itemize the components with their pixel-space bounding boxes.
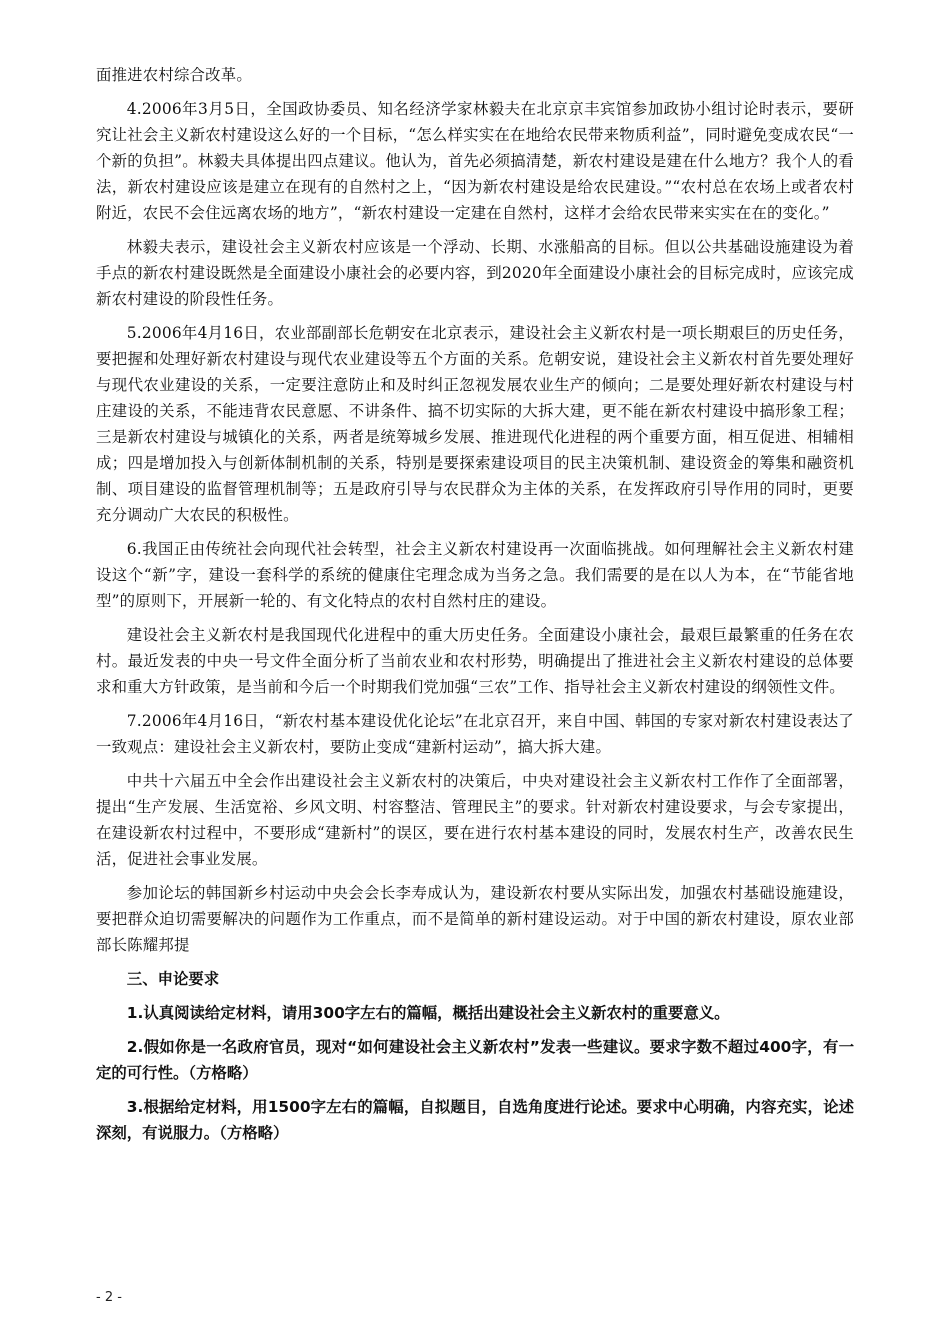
page-number: - 2 - — [96, 1290, 122, 1305]
paragraph-lin-yifu: 林毅夫表示，建设社会主义新农村应该是一个浮动、长期、水涨船高的目标。但以公共基础设施建设为着手点的新农村建设既然是全面建设小康社会的必要内容，到2020年全面建设小康社会的目标完成时，应该完成新农村建设的阶段性任务。 — [96, 238, 854, 308]
paragraph-korean-forum: 参加论坛的韩国新乡村运动中央会会长李寿成认为，建设新农村要从实际出发，加强农村基础设施建设，要把群众迫切需要解决的问题作为工作重点，而不是简单的新村建设运动。对于中国的新农村建设，原农业部部长陈耀邦提 — [96, 884, 854, 954]
requirement-1: 1.认真阅读给定材料，请用300字左右的篇幅，概括出建设社会主义新农村的重要意义。 — [126, 1004, 730, 1022]
paragraph-item-7: 7.2006年4月16日，“新农村基本建设优化论坛”在北京召开，来自中国、韩国的专家对新农村建设表达了一致观点：建设社会主义新农村，要防止变成“建新村运动”，搞大拆大建。 — [96, 712, 854, 756]
paragraph-modernization: 建设社会主义新农村是我国现代化进程中的重大历史任务。全面建设小康社会，最艰巨最繁重的任务在农村。最近发表的中央一号文件全面分析了当前农业和农村形势，明确提出了推进社会主义新农村建设的总体要求和重大方针政策，是当前和今后一个时期我们党加强“三农”工作、指导社会主义新农村建设的纲领性文件。 — [96, 626, 854, 696]
requirement-2: 2.假如你是一名政府官员，现对“如何建设社会主义新农村”发表一些建议。要求字数不超过400字，有一定的可行性。（方格略） — [96, 1038, 854, 1082]
paragraph-item-5: 5.2006年4月16日，农业部副部长危朝安在北京表示，建设社会主义新农村是一项长期艰巨的历史任务，要把握和处理好新农村建设与现代农业建设等五个方面的关系。危朝安说，建设社会主义新农村首先要处理好与现代农业建设的关系，一定要注意防止和及时纠正忽视发展农业生产的倾向；二是要处理好新农村建设与村庄建设的关系，不能违背农民意愿、不讲条件、搞不切实际的大拆大建，更不能在新农村建设中搞形象工程；三是新农村建设与城镇化的关系，两者是统筹城乡发展、推进现代化进程的两个重要方面，相互促进、相辅相成；四是增加投入与创新体制机制的关系，特别是要探索建设项目的民主决策机制、建设资金的筹集和融资机制、项目建设的监督管理机制等；五是政府引导与农民群众为主体的关系，在发挥政府引导作用的同时，更要充分调动广大农民的积极性。 — [96, 324, 854, 524]
paragraph-item-6: 6.我国正由传统社会向现代社会转型，社会主义新农村建设再一次面临挑战。如何理解社会主义新农村建设这个“新”字，建设一套科学的系统的健康住宅理念成为当务之急。我们需要的是在以人为本，在“节能省地型”的原则下，开展新一轮的、有文化特点的农村自然村庄的建设。 — [96, 540, 854, 610]
requirement-3: 3.根据给定材料，用1500字左右的篇幅，自拟题目，自选角度进行论述。要求中心明确，内容充实，论述深刻，有说服力。（方格略） — [96, 1098, 854, 1142]
document-page — [96, 62, 854, 1154]
paragraph-continuation: 面推进农村综合改革。 — [96, 66, 252, 84]
section-title: 三、申论要求 — [126, 970, 220, 988]
paragraph-plenary: 中共十六届五中全会作出建设社会主义新农村的决策后，中央对建设社会主义新农村工作作了全面部署，提出“生产发展、生活宽裕、乡风文明、村容整洁、管理民主”的要求。针对新农村建设要求，与会专家提出，在建设新农村过程中，不要形成“建新村”的误区，要在进行农村基本建设的同时，发展农村生产，改善农民生活，促进社会事业发展。 — [96, 772, 854, 868]
paragraph-item-4: 4.2006年3月5日，全国政协委员、知名经济学家林毅夫在北京京丰宾馆参加政协小组讨论时表示，要研究让社会主义新农村建设这么好的一个目标，“怎么样实实在在地给农民带来物质利益”，同时避免变成农民“一个新的负担”。林毅夫具体提出四点建议。他认为，首先必须搞清楚，新农村建设是建在什么地方？我个人的看法，新农村建设应该是建立在现有的自然村之上，“因为新农村建设是给农民建设。”“农村总在农场上或者农村附近，农民不会住远离农场的地方”，“新农村建设一定建在自然村，这样才会给农民带来实实在在的变化。” — [96, 100, 854, 222]
